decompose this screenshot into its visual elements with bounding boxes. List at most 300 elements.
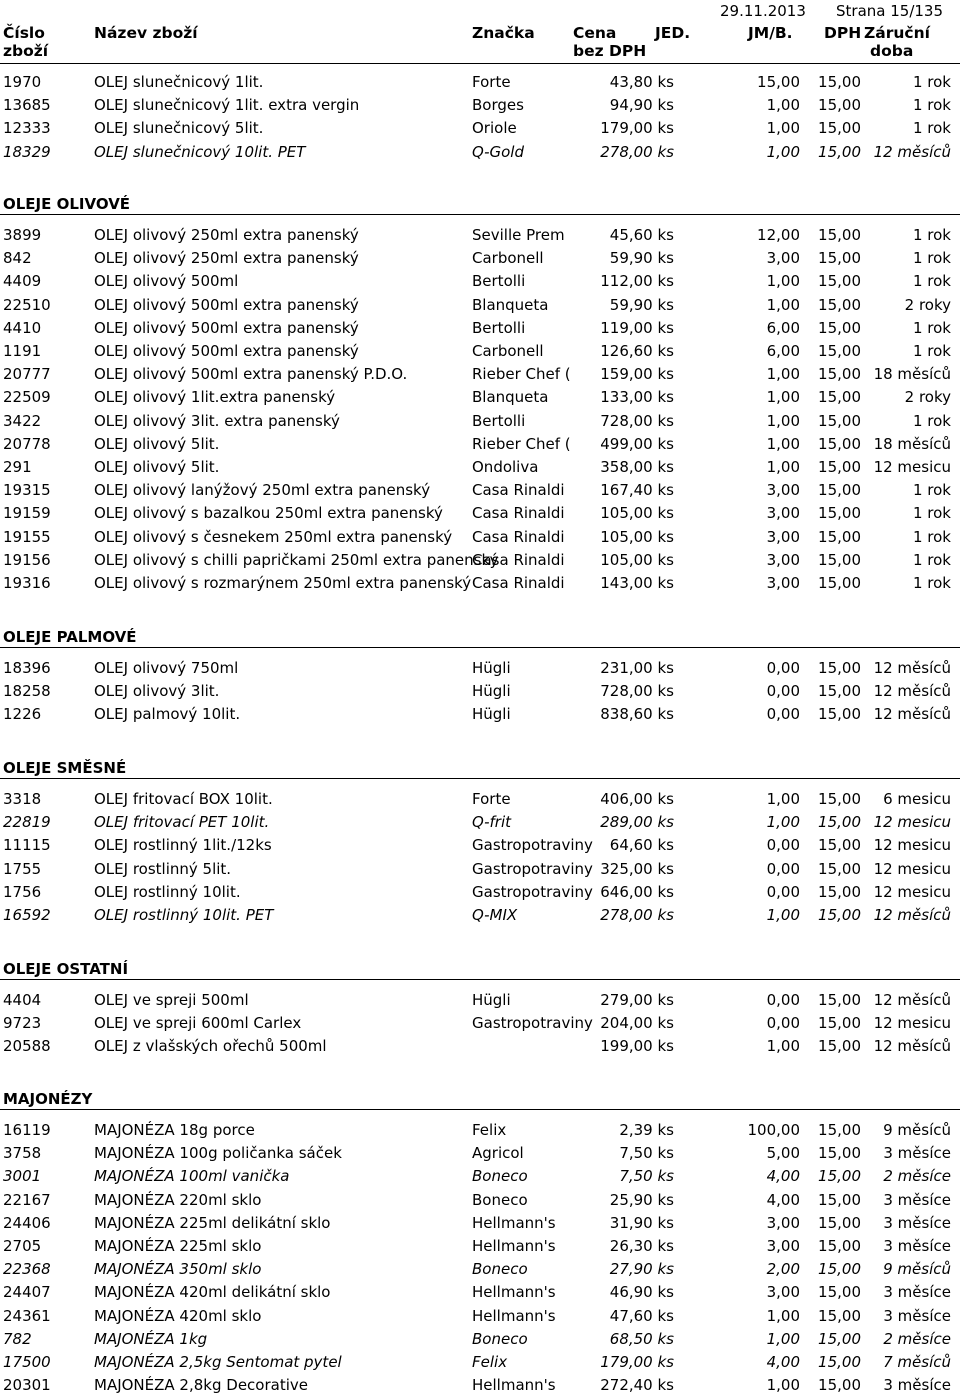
cell-dph: 15,00	[818, 705, 861, 724]
cell-name: MAJONÉZA 18g porce	[94, 1121, 255, 1139]
cell-war: 9 měsíců	[883, 1260, 951, 1279]
cell-name: OLEJ ve spreji 500ml	[94, 991, 249, 1009]
cell-brand: Hellmann's	[472, 1376, 556, 1395]
cell-brand: Hügli	[472, 659, 511, 677]
cell-dph: 15,00	[818, 73, 861, 91]
cell-war: 6 mesicu	[883, 790, 951, 808]
cell-brand: Oriole	[472, 119, 517, 138]
cell-jm: 0,00	[766, 705, 800, 724]
cell-brand: Boneco	[472, 1190, 528, 1209]
cell-jm: 1,00	[766, 1329, 800, 1348]
cell-num: 20588	[3, 1037, 51, 1056]
cell-brand: Rieber Chef (	[472, 434, 571, 453]
cell-war: 2 roky	[904, 295, 951, 314]
cell-jm: 2,00	[766, 1260, 800, 1279]
cell-jm: 1,00	[766, 1306, 800, 1325]
cell-brand: Boneco	[472, 1167, 528, 1186]
cell-dph: 15,00	[818, 813, 861, 832]
cell-price: 159,00 ks	[600, 365, 674, 384]
cell-jm: 1,00	[766, 272, 800, 291]
cell-name: MAJONÉZA 420ml delikátní sklo	[94, 1283, 331, 1302]
cell-dph: 15,00	[818, 388, 861, 407]
cell-name: OLEJ palmový 10lit.	[94, 705, 241, 724]
cell-dph: 15,00	[818, 991, 861, 1009]
cell-num: 4404	[3, 991, 42, 1009]
cell-dph: 15,00	[818, 1213, 861, 1232]
cell-war: 1 rok	[912, 342, 951, 360]
cell-jm: 1,00	[766, 1376, 800, 1395]
cell-brand: Hügli	[472, 991, 511, 1009]
cell-num: 1970	[3, 73, 42, 91]
cell-war: 1 rok	[912, 119, 951, 138]
cell-war: 12 měsíců	[873, 705, 951, 724]
cell-brand: Forte	[472, 73, 511, 91]
cell-name: MAJONÉZA 225ml delikátní sklo	[94, 1213, 331, 1232]
cell-name: OLEJ olivový 250ml extra panenský	[94, 226, 359, 244]
cell-price: 68,50 ks	[609, 1329, 674, 1348]
cell-brand: Hügli	[472, 682, 511, 701]
cell-dph: 15,00	[818, 272, 861, 291]
cell-war: 12 měsíců	[873, 906, 951, 924]
cell-dph: 15,00	[818, 1121, 861, 1139]
cell-num: 17500	[3, 1353, 51, 1371]
cell-price: 231,00 ks	[600, 659, 674, 677]
cell-num: 19315	[3, 481, 51, 500]
cell-num: 1191	[3, 342, 42, 360]
cell-price: 25,90 ks	[609, 1190, 674, 1209]
cell-brand: Ondoliva	[472, 458, 539, 476]
cell-war: 3 měsíce	[883, 1306, 951, 1325]
cell-brand: Casa Rinaldi	[472, 481, 565, 500]
cell-price: 105,00 ks	[600, 504, 674, 523]
cell-num: 20301	[3, 1376, 51, 1395]
cell-jm: 6,00	[766, 318, 800, 337]
cell-name: OLEJ olivový 3lit. extra panenský	[94, 411, 340, 430]
section-title: OLEJE OSTATNÍ	[3, 960, 129, 978]
cell-dph: 15,00	[818, 96, 861, 115]
cell-num: 22510	[3, 295, 51, 314]
cell-price: 325,00 ks	[600, 859, 674, 878]
cell-name: OLEJ olivový lanýžový 250ml extra panenský	[94, 481, 431, 500]
cell-num: 3318	[3, 790, 42, 808]
cell-jm: 1,00	[766, 119, 800, 138]
cell-dph: 15,00	[818, 458, 861, 476]
cell-price: 499,00 ks	[600, 434, 674, 453]
cell-brand: Q-MIX	[472, 906, 518, 924]
cell-price: 728,00 ks	[600, 682, 674, 701]
cell-dph: 15,00	[818, 434, 861, 453]
cell-dph: 15,00	[818, 682, 861, 701]
cell-brand: Gastropotraviny	[472, 836, 593, 855]
cell-dph: 15,00	[818, 504, 861, 523]
cell-name: OLEJ fritovací PET 10lit.	[94, 813, 270, 832]
cell-war: 3 měsíce	[883, 1283, 951, 1302]
cell-war: 12 měsíců	[873, 1037, 951, 1056]
cell-price: 358,00 ks	[600, 458, 674, 476]
header-rule	[0, 63, 960, 64]
cell-brand: Gastropotraviny	[472, 1014, 593, 1033]
cell-name: OLEJ olivový 5lit.	[94, 434, 220, 453]
section-rule	[0, 778, 960, 779]
cell-brand: Boneco	[472, 1260, 528, 1279]
cell-dph: 15,00	[818, 882, 861, 901]
cell-jm: 3,00	[766, 574, 800, 592]
cell-price: 43,80 ks	[609, 73, 674, 91]
cell-dph: 15,00	[818, 1190, 861, 1209]
cell-price: 31,90 ks	[609, 1213, 674, 1232]
cell-jm: 1,00	[766, 813, 800, 832]
cell-num: 19159	[3, 504, 51, 523]
cell-dph: 15,00	[818, 550, 861, 569]
cell-dph: 15,00	[818, 1014, 861, 1033]
cell-jm: 5,00	[766, 1144, 800, 1163]
cell-name: OLEJ olivový 500ml extra panenský	[94, 342, 359, 360]
cell-num: 24406	[3, 1213, 51, 1232]
cell-num: 842	[3, 249, 32, 268]
cell-price: 728,00 ks	[600, 411, 674, 430]
cell-price: 59,90 ks	[609, 249, 674, 268]
cell-num: 11115	[3, 836, 51, 855]
cell-dph: 15,00	[818, 574, 861, 592]
cell-dph: 15,00	[818, 295, 861, 314]
cell-num: 291	[3, 458, 32, 476]
cell-war: 9 měsíců	[883, 1121, 951, 1139]
cell-jm: 0,00	[766, 682, 800, 701]
cell-dph: 15,00	[818, 1260, 861, 1279]
cell-jm: 3,00	[766, 1237, 800, 1255]
col-header-name: Název zboží	[94, 24, 198, 42]
cell-war: 2 měsíce	[883, 1167, 951, 1186]
cell-num: 18396	[3, 659, 51, 677]
cell-dph: 15,00	[818, 1037, 861, 1056]
cell-num: 24361	[3, 1306, 51, 1325]
cell-num: 20778	[3, 434, 51, 453]
cell-price: 838,60 ks	[600, 705, 674, 724]
cell-name: OLEJ olivový 500ml	[94, 272, 239, 291]
cell-dph: 15,00	[818, 342, 861, 360]
cell-price: 46,90 ks	[609, 1283, 674, 1302]
cell-num: 24407	[3, 1283, 51, 1302]
cell-jm: 3,00	[766, 481, 800, 500]
cell-dph: 15,00	[818, 1237, 861, 1255]
cell-price: 7,50 ks	[619, 1144, 674, 1163]
cell-name: OLEJ z vlašských ořechů 500ml	[94, 1037, 327, 1056]
cell-name: OLEJ fritovací BOX 10lit.	[94, 790, 273, 808]
cell-name: OLEJ olivový s rozmarýnem 250ml extra panenský	[94, 574, 472, 592]
cell-name: OLEJ rostlinný 10lit.	[94, 882, 241, 901]
cell-num: 22819	[3, 813, 51, 832]
cell-num: 20777	[3, 365, 51, 384]
cell-price: 45,60 ks	[609, 226, 674, 244]
cell-brand: Boneco	[472, 1329, 528, 1348]
cell-jm: 0,00	[766, 659, 800, 677]
cell-war: 12 mesicu	[873, 813, 951, 832]
section-title: OLEJE OLIVOVÉ	[3, 195, 131, 213]
cell-name: OLEJ olivový 5lit.	[94, 458, 220, 476]
cell-war: 3 měsíce	[883, 1213, 951, 1232]
cell-num: 4410	[3, 318, 42, 337]
cell-num: 3758	[3, 1144, 42, 1163]
cell-price: 112,00 ks	[600, 272, 674, 291]
cell-num: 22167	[3, 1190, 51, 1209]
cell-jm: 15,00	[757, 73, 800, 91]
cell-brand: Carbonell	[472, 249, 544, 268]
section-rule	[0, 214, 960, 215]
section-rule	[0, 979, 960, 980]
col-header-number-2: zboží	[3, 42, 49, 60]
print-date: 29.11.2013	[720, 2, 806, 20]
cell-war: 1 rok	[912, 481, 951, 500]
cell-num: 12333	[3, 119, 51, 138]
cell-jm: 0,00	[766, 859, 800, 878]
cell-num: 4409	[3, 272, 42, 291]
cell-brand: Agricol	[472, 1144, 524, 1163]
cell-war: 1 rok	[912, 226, 951, 244]
cell-war: 3 měsíce	[883, 1190, 951, 1209]
cell-num: 19156	[3, 550, 51, 569]
cell-num: 3422	[3, 411, 42, 430]
cell-jm: 0,00	[766, 1014, 800, 1033]
cell-num: 2705	[3, 1237, 42, 1255]
cell-price: 406,00 ks	[600, 790, 674, 808]
cell-num: 1755	[3, 859, 42, 878]
cell-dph: 15,00	[818, 836, 861, 855]
cell-num: 16592	[3, 906, 51, 924]
cell-dph: 15,00	[818, 1144, 861, 1163]
cell-num: 22368	[3, 1260, 51, 1279]
cell-brand: Bertolli	[472, 272, 526, 291]
cell-price: 94,90 ks	[609, 96, 674, 115]
cell-jm: 100,00	[747, 1121, 800, 1139]
cell-dph: 15,00	[818, 790, 861, 808]
cell-price: 204,00 ks	[600, 1014, 674, 1033]
cell-price: 26,30 ks	[609, 1237, 674, 1255]
cell-dph: 15,00	[818, 1329, 861, 1348]
cell-war: 12 měsíců	[873, 142, 951, 161]
page-number: Strana 15/135	[836, 2, 943, 20]
cell-price: 167,40 ks	[600, 481, 674, 500]
cell-name: MAJONÉZA 2,8kg Decorative	[94, 1376, 308, 1395]
cell-name: OLEJ olivový 500ml extra panenský P.D.O.	[94, 365, 408, 384]
cell-name: OLEJ olivový 500ml extra panenský	[94, 318, 359, 337]
cell-jm: 1,00	[766, 1037, 800, 1056]
cell-name: MAJONÉZA 225ml sklo	[94, 1237, 262, 1255]
section-rule	[0, 1109, 960, 1110]
cell-name: OLEJ rostlinný 5lit.	[94, 859, 232, 878]
cell-num: 18329	[3, 142, 51, 161]
cell-jm: 1,00	[766, 458, 800, 476]
cell-jm: 1,00	[766, 434, 800, 453]
cell-jm: 1,00	[766, 96, 800, 115]
cell-war: 1 rok	[912, 318, 951, 337]
cell-brand: Felix	[472, 1121, 507, 1139]
col-header-unit: JED.	[655, 24, 691, 42]
cell-jm: 1,00	[766, 388, 800, 407]
cell-jm: 0,00	[766, 991, 800, 1009]
cell-dph: 15,00	[818, 318, 861, 337]
cell-jm: 3,00	[766, 550, 800, 569]
cell-war: 3 měsíce	[883, 1237, 951, 1255]
cell-name: MAJONÉZA 100ml vanička	[94, 1167, 290, 1186]
cell-jm: 1,00	[766, 295, 800, 314]
cell-jm: 3,00	[766, 504, 800, 523]
cell-jm: 1,00	[766, 365, 800, 384]
cell-war: 18 měsíců	[873, 365, 951, 384]
cell-brand: Seville Prem	[472, 226, 565, 244]
cell-num: 3001	[3, 1167, 42, 1186]
cell-name: OLEJ olivový 3lit.	[94, 682, 220, 701]
cell-war: 1 rok	[912, 504, 951, 523]
col-header-price: Cena	[573, 24, 617, 42]
cell-war: 12 mesicu	[873, 1014, 951, 1033]
cell-name: MAJONÉZA 100g poličanka sáček	[94, 1144, 342, 1163]
cell-brand: Blanqueta	[472, 295, 549, 314]
cell-war: 1 rok	[912, 411, 951, 430]
cell-jm: 4,00	[766, 1190, 800, 1209]
cell-name: OLEJ olivový 250ml extra panenský	[94, 249, 359, 268]
cell-price: 199,00 ks	[600, 1037, 674, 1056]
cell-price: 64,60 ks	[609, 836, 674, 855]
cell-brand: Hellmann's	[472, 1213, 556, 1232]
col-header-warranty: Záruční	[864, 24, 930, 42]
cell-war: 12 měsíců	[873, 991, 951, 1009]
cell-jm: 1,00	[766, 142, 800, 161]
cell-price: 105,00 ks	[600, 527, 674, 546]
cell-dph: 15,00	[818, 119, 861, 138]
col-header-price-2: bez DPH	[573, 42, 647, 60]
cell-num: 16119	[3, 1121, 51, 1139]
cell-war: 12 mesicu	[873, 882, 951, 901]
cell-num: 13685	[3, 96, 51, 115]
cell-brand: Hellmann's	[472, 1237, 556, 1255]
cell-dph: 15,00	[818, 527, 861, 546]
cell-dph: 15,00	[818, 365, 861, 384]
cell-name: MAJONÉZA 420ml sklo	[94, 1306, 262, 1325]
col-header-brand: Značka	[472, 24, 535, 42]
cell-war: 18 měsíců	[873, 434, 951, 453]
cell-dph: 15,00	[818, 1306, 861, 1325]
col-header-number: Číslo	[3, 24, 45, 42]
cell-name: OLEJ olivový s česnekem 250ml extra panenský	[94, 527, 453, 546]
cell-dph: 15,00	[818, 481, 861, 500]
cell-price: 7,50 ks	[619, 1167, 674, 1186]
cell-jm: 6,00	[766, 342, 800, 360]
section-title: OLEJE SMĚSNÉ	[3, 759, 127, 777]
cell-name: MAJONÉZA 220ml sklo	[94, 1190, 262, 1209]
cell-price: 279,00 ks	[600, 991, 674, 1009]
cell-jm: 3,00	[766, 527, 800, 546]
cell-brand: Bertolli	[472, 411, 526, 430]
cell-name: OLEJ olivový s chilli papričkami 250ml extra panenský	[94, 550, 499, 569]
cell-price: 289,00 ks	[600, 813, 674, 832]
cell-brand: Hellmann's	[472, 1306, 556, 1325]
cell-brand: Casa Rinaldi	[472, 550, 565, 569]
cell-brand: Blanqueta	[472, 388, 549, 407]
cell-brand: Felix	[472, 1353, 508, 1371]
cell-num: 782	[3, 1329, 32, 1348]
cell-brand: Forte	[472, 790, 511, 808]
cell-war: 3 měsíce	[883, 1376, 951, 1395]
cell-war: 12 mesicu	[873, 836, 951, 855]
cell-price: 179,00 ks	[600, 119, 674, 138]
section-title: MAJONÉZY	[3, 1090, 93, 1108]
cell-price: 278,00 ks	[600, 906, 674, 924]
cell-brand: Casa Rinaldi	[472, 527, 565, 546]
cell-price: 143,00 ks	[600, 574, 674, 592]
cell-brand: Casa Rinaldi	[472, 504, 565, 523]
cell-num: 19316	[3, 574, 51, 592]
cell-price: 47,60 ks	[609, 1306, 674, 1325]
cell-brand: Hügli	[472, 705, 511, 724]
cell-jm: 3,00	[766, 1213, 800, 1232]
cell-num: 1756	[3, 882, 42, 901]
cell-name: OLEJ olivový 500ml extra panenský	[94, 295, 359, 314]
col-header-warranty-2: doba	[870, 42, 914, 60]
cell-brand: Q-Gold	[472, 142, 524, 161]
cell-price: 272,40 ks	[600, 1376, 674, 1395]
cell-war: 3 měsíce	[883, 1144, 951, 1163]
cell-war: 1 rok	[912, 96, 951, 115]
cell-dph: 15,00	[818, 1353, 861, 1371]
cell-name: MAJONÉZA 2,5kg Sentomat pytel	[94, 1353, 342, 1371]
cell-price: 119,00 ks	[600, 318, 674, 337]
cell-brand: Casa Rinaldi	[472, 574, 565, 592]
cell-dph: 15,00	[818, 1376, 861, 1395]
cell-jm: 1,00	[766, 790, 800, 808]
cell-war: 1 rok	[912, 574, 951, 592]
cell-name: OLEJ ve spreji 600ml Carlex	[94, 1014, 302, 1033]
cell-brand: Rieber Chef (	[472, 365, 571, 384]
cell-price: 179,00 ks	[600, 1353, 674, 1371]
cell-war: 12 měsíců	[873, 682, 951, 701]
cell-jm: 4,00	[766, 1167, 800, 1186]
cell-name: OLEJ olivový 750ml	[94, 659, 239, 677]
section-title: OLEJE PALMOVÉ	[3, 628, 137, 646]
cell-jm: 3,00	[766, 249, 800, 268]
cell-price: 2,39 ks	[619, 1121, 674, 1139]
cell-jm: 0,00	[766, 882, 800, 901]
cell-brand: Borges	[472, 96, 524, 115]
cell-war: 12 mesicu	[873, 859, 951, 878]
cell-war: 7 měsíců	[883, 1353, 951, 1371]
cell-price: 133,00 ks	[600, 388, 674, 407]
cell-price: 646,00 ks	[600, 882, 674, 901]
cell-war: 1 rok	[912, 550, 951, 569]
cell-dph: 15,00	[818, 142, 861, 161]
cell-num: 3899	[3, 226, 42, 244]
cell-brand: Hellmann's	[472, 1283, 556, 1302]
cell-jm: 1,00	[766, 906, 800, 924]
cell-name: MAJONÉZA 1kg	[94, 1329, 208, 1348]
cell-jm: 0,00	[766, 836, 800, 855]
col-header-jm: JM/B.	[748, 24, 793, 42]
cell-name: OLEJ olivový s bazalkou 250ml extra panenský	[94, 504, 443, 523]
cell-name: OLEJ slunečnicový 1lit. extra vergin	[94, 96, 360, 115]
cell-war: 12 mesicu	[873, 458, 951, 476]
cell-brand: Gastropotraviny	[472, 882, 593, 901]
cell-war: 2 roky	[904, 388, 951, 407]
cell-war: 1 rok	[912, 272, 951, 291]
cell-name: MAJONÉZA 350ml sklo	[94, 1260, 262, 1279]
cell-num: 1226	[3, 705, 42, 724]
cell-jm: 3,00	[766, 1283, 800, 1302]
cell-name: OLEJ rostlinný 10lit. PET	[94, 906, 274, 924]
cell-num: 18258	[3, 682, 51, 701]
cell-war: 2 měsíce	[883, 1329, 951, 1348]
cell-dph: 15,00	[818, 659, 861, 677]
cell-num: 9723	[3, 1014, 42, 1033]
cell-war: 12 měsíců	[873, 659, 951, 677]
